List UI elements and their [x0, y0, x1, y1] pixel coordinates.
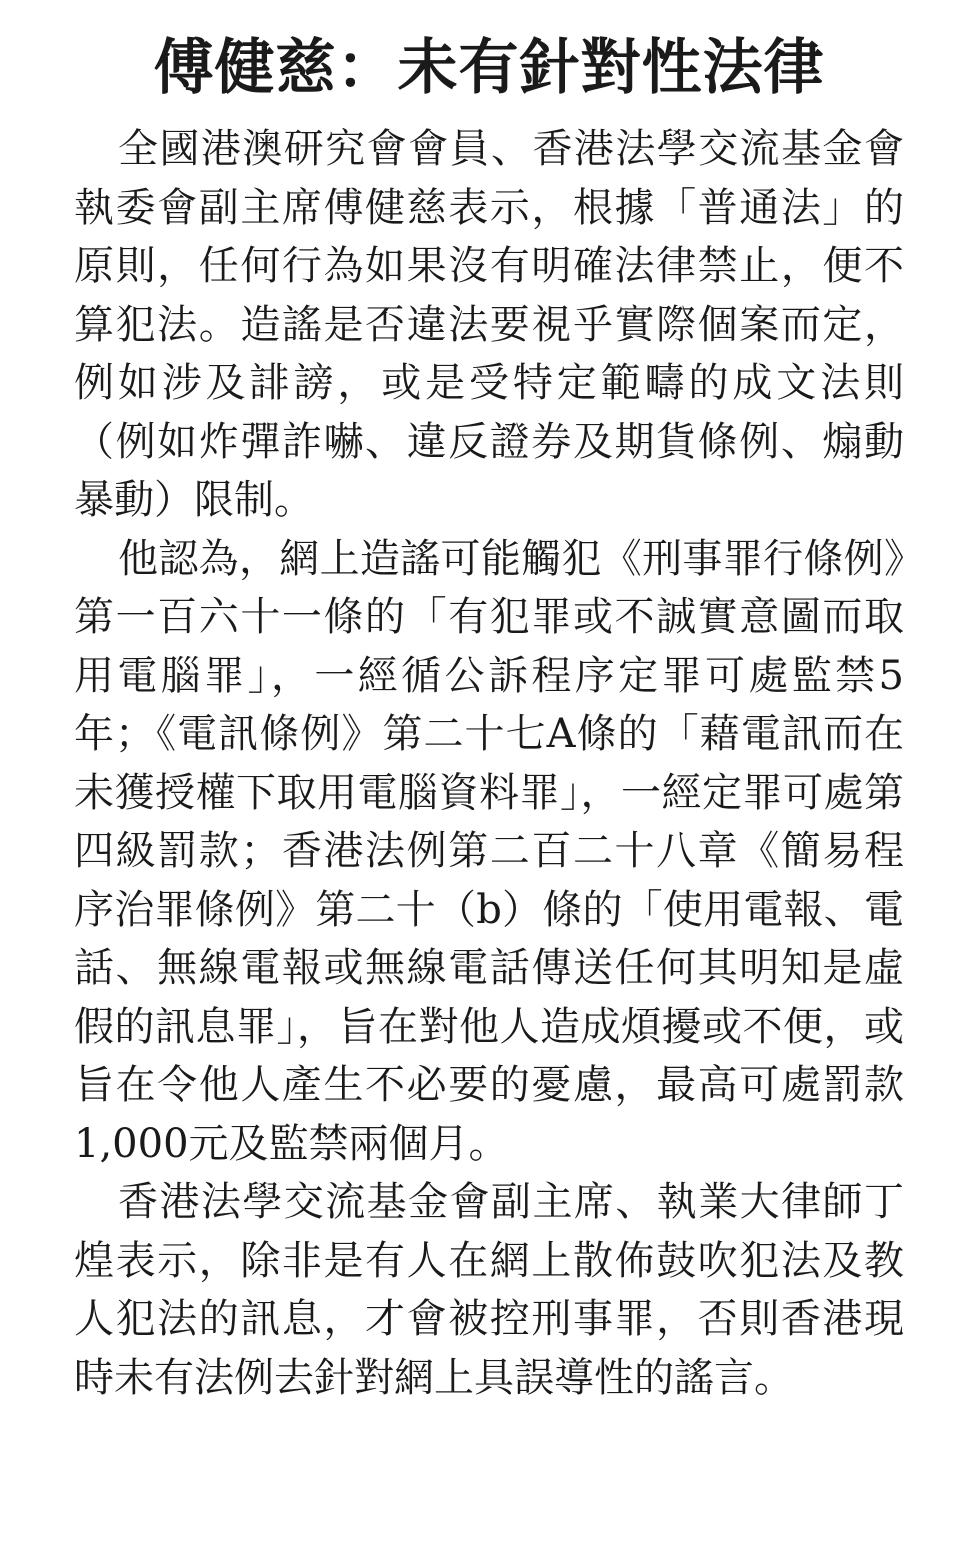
article-paragraph: 他認為，網上造謠可能觸犯《刑事罪行條例》第一百六十一條的「有犯罪或不誠實意圖而取用電腦罪」，一經循公訴程序定罪可處監禁5年；《電訊條例》第二十七A條的「藉電訊而在未獲授權下取用電腦資料罪」，一經定罪可處第四級罰款；香港法例第二百二十八章《簡易程序治罪條例》第二十（b）條的「使用電報、電話、無線電報或無線電話傳送任何其明知是虛假的訊息罪」，旨在對他人造成煩擾或不便，或旨在令他人產生不必要的憂慮，最高可處罰款1,000元及監禁兩個月。 [74, 535, 904, 1167]
article-body [74, 120, 904, 1407]
article-paragraph: 全國港澳研究會會員、香港法學交流基金會執委會副主席傅健慈表示，根據「普通法」的原則，任何行為如果沒有明確法律禁止，便不算犯法。造謠是否違法要視乎實際個案而定，例如涉及誹謗，或是受特定範疇的成文法則（例如炸彈詐嚇、違反證券及期貨條例、煽動暴動）限制。 [74, 126, 904, 523]
article-paragraph: 香港法學交流基金會副主席、執業大律師丁煌表示，除非是有人在網上散佈鼓吹犯法及教人犯法的訊息，才會被控刑事罪，否則香港現時未有法例去針對網上具誤導性的謠言。 [74, 1179, 904, 1401]
article-headline: 傅健慈：未有針對性法律 [153, 33, 825, 103]
news-article [74, 30, 904, 1407]
